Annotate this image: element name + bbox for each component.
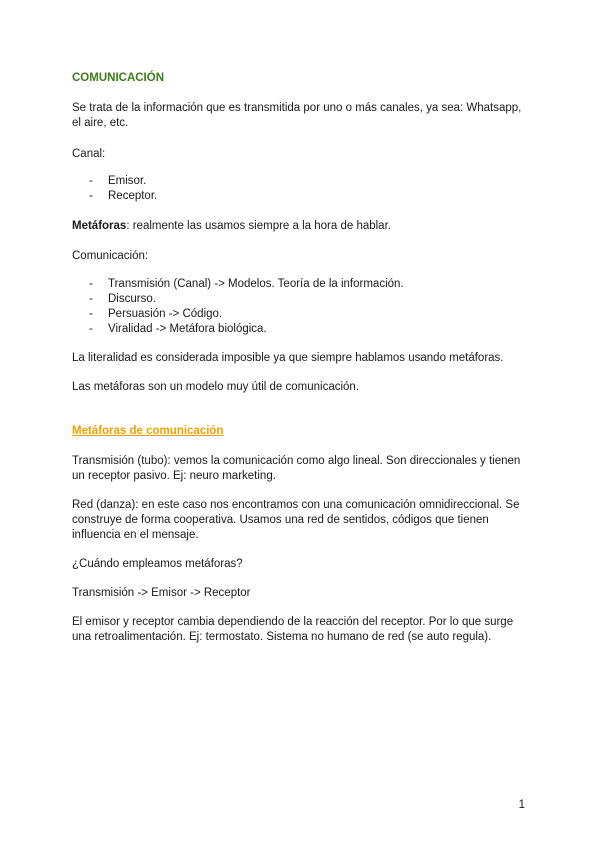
canal-label: Canal: xyxy=(72,148,106,160)
flow-paragraph: Transmisión -> Emisor -> Receptor xyxy=(72,587,251,599)
list-item: - Emisor. xyxy=(72,174,532,189)
literalidad-paragraph: La literalidad es considerada imposible ya que siempre hablamos usando metáforas. xyxy=(72,352,504,364)
list-item: - Persuasión -> Código. xyxy=(72,307,532,322)
page-number: 1 xyxy=(518,799,525,811)
metaforas-term: Metáforas xyxy=(72,220,127,232)
transmision-paragraph: Transmisión (tubo): vemos la comunicación como algo lineal. Son direccionales y tienen un receptor pasivo. Ej: neuro marketing. xyxy=(72,455,521,482)
list-item: - Viralidad -> Metáfora biológica. xyxy=(72,322,532,337)
list-item: - Receptor. xyxy=(72,189,532,204)
section-heading: Metáforas de comunicación xyxy=(72,425,224,437)
intro-paragraph: Se trata de la información que es transmitida por uno o más canales, ya sea: Whatsapp, el aire, etc. xyxy=(72,102,522,129)
modelo-paragraph: Las metáforas son un modelo muy útil de comunicación. xyxy=(72,381,360,393)
emisor-paragraph: El emisor y receptor cambia dependiendo de la reacción del receptor. Por lo que surge una retroalimentación. Ej: termostato. Sistema no humano de red (se auto regula). xyxy=(72,616,514,643)
red-paragraph: Red (danza): en este caso nos encontramos con una comunicación omnidireccional. Se construye de forma cooperativa. Usamos una red de sentidos, códigos que tienen influencia en el mensaje. xyxy=(72,499,520,541)
list-item: - Transmisión (Canal) -> Modelos. Teoría de la información. xyxy=(72,277,532,292)
comunicacion-list xyxy=(72,277,532,337)
metaforas-paragraph xyxy=(72,219,532,234)
question-paragraph: ¿Cuándo empleamos metáforas? xyxy=(72,558,243,570)
metaforas-text: : realmente las usamos siempre a la hora de hablar. xyxy=(126,220,391,232)
list-item: - Discurso. xyxy=(72,292,532,307)
page-title: COMUNICACIÓN xyxy=(72,72,164,84)
comunicacion-label: Comunicación: xyxy=(72,250,149,262)
canal-list xyxy=(72,174,532,204)
